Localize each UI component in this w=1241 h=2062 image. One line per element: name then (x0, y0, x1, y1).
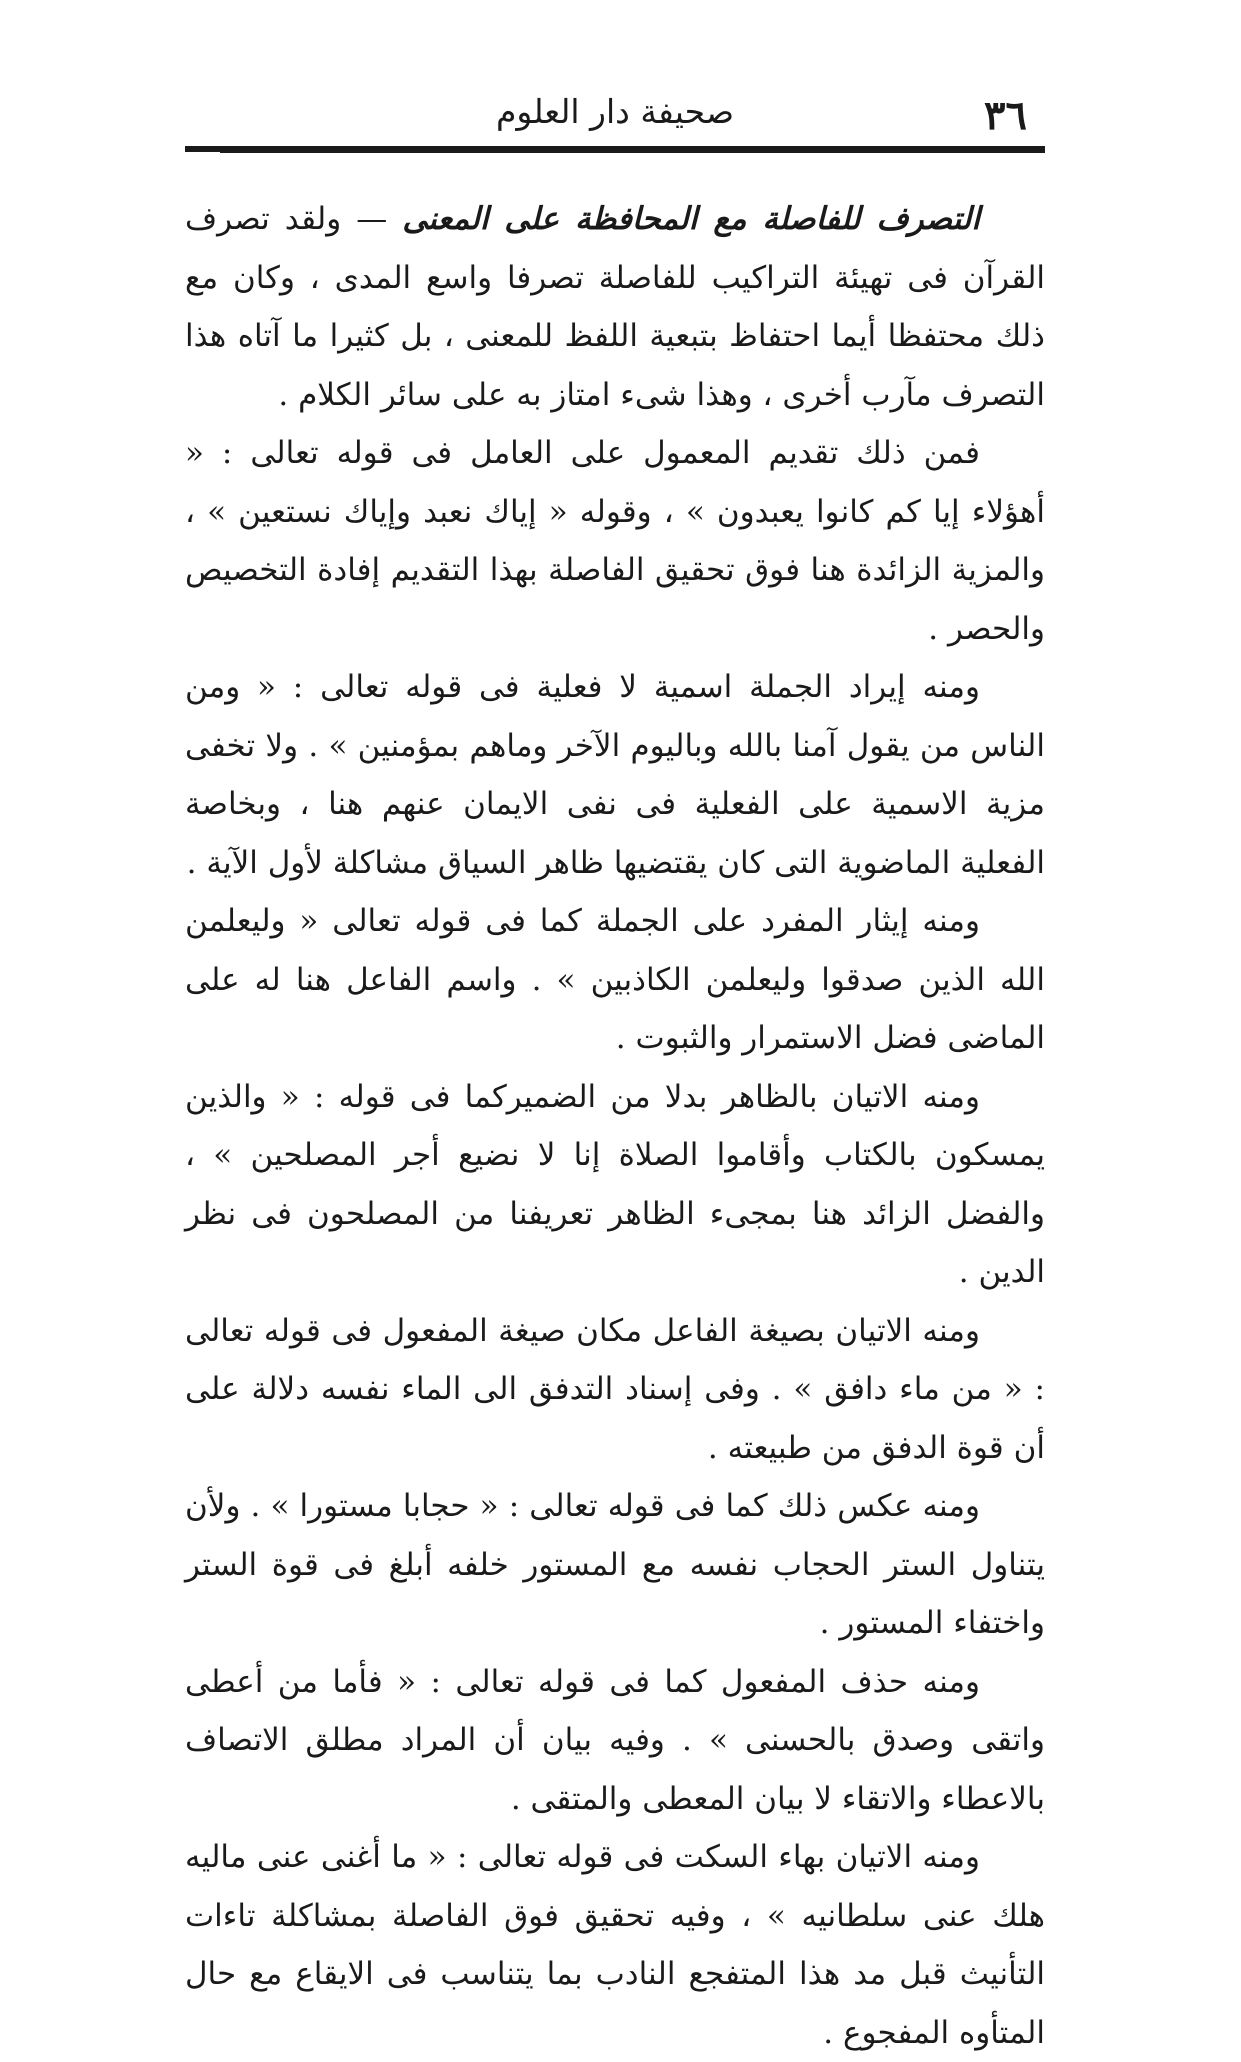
body-text (185, 190, 1045, 2062)
page-number: ٣٦ (984, 92, 1027, 139)
section-heading: التصرف للفاصلة مع المحافظة على المعنى (402, 201, 980, 237)
paragraph-4: ومنه الاتيان بالظاهر بدلا من الضميركما فى قوله : « والذين يمسكون بالكتاب وأقاموا الصلاة إنا لا نضيع أجر المصلحين » ، والفضل الزائد هنا بمجىء الظاهر تعريفنا من المصلحون فى نظر الدين . (185, 1078, 1045, 1290)
paragraph-8: ومنه الاتيان بهاء السكت فى قوله تعالى : « ما أغنى عنى ماليه هلك عنى سلطانيه » ، وفيه تحقيق فوق الفاصلة بمشاكلة تاءات التأنيث قبل مد هذا المتفجع النادب بما يتناسب فى الايقاع مع حال المتأوه المفجوع . (185, 1839, 1045, 2051)
paragraph-1: فمن ذلك تقديم المعمول على العامل فى قوله تعالى : « أهؤلاء إيا كم كانوا يعبدون » ، وقوله « إياك نعبد وإياك نستعين » ، والمزية الزائدة هنا فوق تحقيق الفاصلة بهذا التقديم إفادة التخصيص والحصر . (185, 435, 1045, 647)
page-header (185, 80, 1045, 140)
paragraph-2: ومنه إيراد الجملة اسمية لا فعلية فى قوله تعالى : « ومن الناس من يقول آمنا بالله وباليوم الآخر وماهم بمؤمنين » . ولا تخفى مزية الاسمية على الفعلية فى نفى الايمان عنهم هنا ، وبخاصة الفعلية الماضوية التى كان يقتضيها ظاهر السياق مشاكلة لأول الآية . (185, 669, 1045, 881)
paragraph-3: ومنه إيثار المفرد على الجملة كما فى قوله تعالى « وليعلمن الله الذين صدقوا وليعلمن الكاذبين » . واسم الفاعل هنا له على الماضى فضل الاستمرار والثبوت . (185, 903, 1045, 1056)
paragraph-6: ومنه عكس ذلك كما فى قوله تعالى : « حجابا مستورا » . ولأن يتناول الستر الحجاب نفسه مع المستور خلفه أبلغ فى قوة الستر واختفاء المستور . (185, 1488, 1045, 1641)
running-title: صحيفة دار العلوم (496, 92, 734, 131)
paragraph-5: ومنه الاتيان بصيغة الفاعل مكان صيغة المفعول فى قوله تعالى : « من ماء دافق » . وفى إسناد التدفق الى الماء نفسه دلالة على أن قوة الدفق من طبيعته . (185, 1312, 1045, 1466)
header-rule (185, 146, 1045, 152)
section-intro-text: ولقد تصرف القرآن فى تهيئة التراكيب للفاصلة تصرفا واسع المدى ، وكان مع ذلك محتفظا أيما احتفاظ بتبعية اللفظ للمعنى ، بل كثيرا ما آتاه هذا التصرف مآرب أخرى ، وهذا شىء امتاز به على سائر الكلام . (185, 201, 1045, 413)
paragraph-7: ومنه حذف المفعول كما فى قوله تعالى : « فأما من أعطى واتقى وصدق بالحسنى » . وفيه بيان أن المراد مطلق الاتصاف بالاعطاء والاتقاء لا بيان المعطى والمتقى . (185, 1663, 1045, 1817)
section-intro-paragraph (185, 190, 1045, 424)
heading-dash: — (341, 201, 403, 237)
